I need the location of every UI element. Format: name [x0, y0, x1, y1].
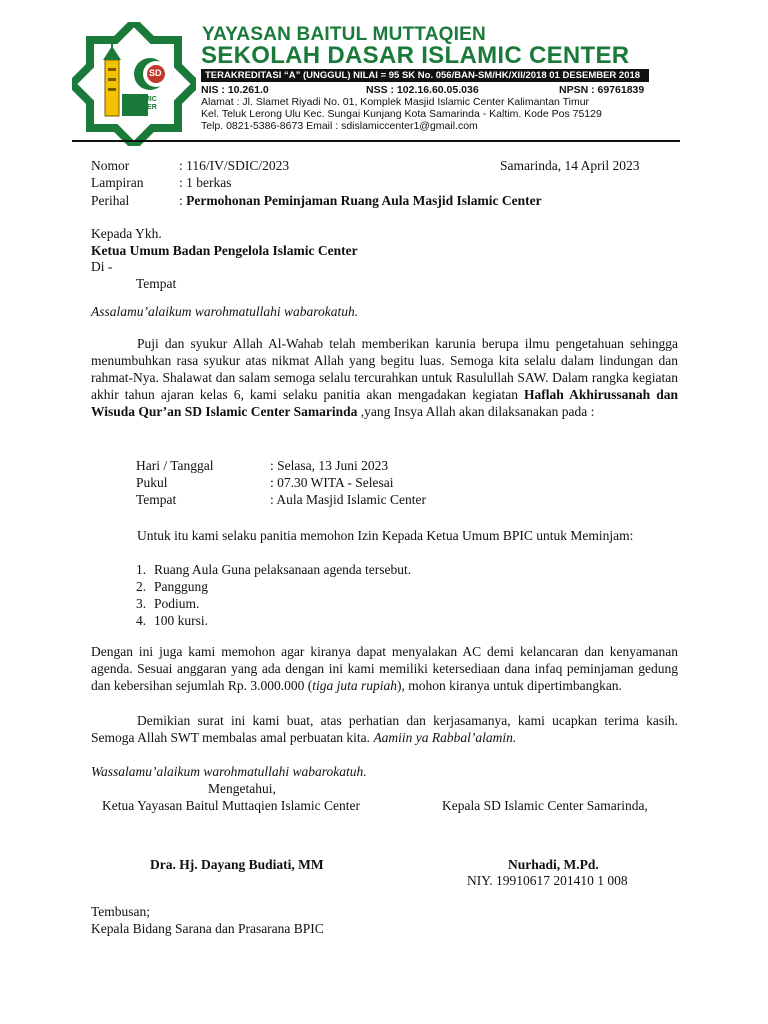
lampiran-value: : 1 berkas	[179, 175, 232, 190]
perihal-subject: Permohonan Peminjaman Ruang Aula Masjid Islamic Center	[186, 193, 542, 208]
recipient-tempat: Tempat	[136, 276, 177, 291]
list-item	[136, 561, 536, 578]
paragraph-4	[91, 712, 678, 746]
address-line-2: Kel. Teluk Lerong Ulu Kec. Sungai Kunjang Kota Samarinda - Kaltim. Kode Pos 75129	[201, 108, 602, 120]
opening-greeting: Assalamu’alaikum warohmatullahi wabarokatuh.	[91, 304, 359, 319]
list-item	[136, 595, 536, 612]
amount-in-words: tiga juta rupiah	[312, 678, 397, 693]
closing-greeting: Wassalamu’alaikum warohmatullahi wabarokatuh.	[91, 764, 367, 779]
event-name: Haflah Akhirussanah dan Wisuda Qur’an SD Islamic Center Samarinda	[91, 387, 678, 419]
list-item-number: 3.	[136, 596, 147, 611]
paragraph-2: Untuk itu kami selaku panitia memohon Izin Kepada Ketua Umum BPIC untuk Meminjam:	[137, 528, 634, 543]
cc-recipient: Kepala Bidang Sarana dan Prasarana BPIC	[91, 921, 324, 936]
address-line-1: Alamat : Jl. Slamet Riyadi No. 01, Komplek Masjid Islamic Center Kalimantan Timur	[201, 96, 590, 108]
borrow-list	[136, 561, 536, 629]
paragraph-3-text: Dengan ini juga kami memohon agar kiranya dapat menyalakan AC demi kelancaran dan kenyamanan agenda. Sesuai anggaran yang ada dengan ini kami memiliki ketersediaan dana infaq peminjaman gedung dan kebersihan sejumlah Rp. 3.000.000 (	[91, 644, 678, 693]
schedule-label: Pukul	[136, 475, 168, 490]
schedule-label: Hari / Tanggal	[136, 458, 214, 473]
recipient-kepada: Kepada Ykh.	[91, 226, 162, 241]
paragraph-1	[91, 335, 678, 420]
paragraph-3-tail: ), mohon kiranya untuk dipertimbangkan.	[396, 678, 622, 693]
recipient-di: Di -	[91, 259, 113, 274]
right-signatory-niy: NIY. 19910617 201410 1 008	[467, 873, 628, 888]
logo-sd-text: SD	[149, 68, 162, 78]
schedule-row	[136, 457, 536, 474]
paragraph-3	[91, 643, 678, 694]
schedule	[136, 457, 536, 508]
list-item-text: Panggung	[154, 579, 208, 594]
perihal-value	[179, 192, 542, 209]
school-name: SEKOLAH DASAR ISLAMIC CENTER	[201, 42, 630, 69]
perihal-colon: :	[179, 193, 183, 208]
nss: NSS : 102.16.60.05.036	[366, 84, 479, 96]
right-signatory-name: Nurhadi, M.Pd.	[508, 857, 599, 872]
letter-date: Samarinda, 14 April 2023	[500, 158, 640, 173]
nomor-label: Nomor	[91, 158, 130, 173]
foundation-name: YAYASAN BAITUL MUTTAQIEN	[202, 24, 486, 45]
schedule-value: : 07.30 WITA - Selesai	[270, 475, 394, 490]
list-item	[136, 578, 536, 595]
list-item-text: Ruang Aula Guna pelaksanaan agenda tersebut.	[154, 562, 412, 577]
cc-label: Tembusan;	[91, 904, 151, 919]
left-signatory-title: Ketua Yayasan Baitul Muttaqien Islamic Center	[102, 798, 360, 813]
paragraph-1-tail: ,yang Insya Allah akan dilaksanakan pada :	[357, 404, 595, 419]
lampiran-label: Lampiran	[91, 175, 144, 190]
header-rule	[72, 140, 680, 142]
nomor-value: : 116/IV/SDIC/2023	[179, 158, 290, 173]
list-item-number: 1.	[136, 562, 147, 577]
schedule-value: : Selasa, 13 Juni 2023	[270, 458, 389, 473]
schedule-value: : Aula Masjid Islamic Center	[270, 492, 426, 507]
nis: NIS : 10.261.0	[201, 84, 269, 96]
closing-prayer: Aamiin ya Rabbal’alamin.	[373, 730, 517, 745]
left-signatory-name: Dra. Hj. Dayang Budiati, MM	[150, 857, 324, 872]
schedule-label: Tempat	[136, 492, 177, 507]
perihal-label: Perihal	[91, 193, 130, 208]
schedule-row	[136, 474, 536, 491]
mengetahui: Mengetahui,	[208, 781, 276, 796]
contact-line: Telp. 0821-5386-8673 Email : sdislamiccenter1@gmail.com	[201, 120, 478, 132]
list-item-text: 100 kursi.	[154, 613, 208, 628]
paragraph-1-text: Puji dan syukur Allah Al-Wahab telah memberikan karunia berupa ilmu pengetahuan sehingga menumbuhkan rasa syukur atas nikmat Allah yang begitu luas. Semoga kita selalu dalam lindungan dan rahmat-Nya. Shalawat dan salam semoga selalu tercurahkan untuk Rasulullah SAW. Dalam rangka kegiatan akhir tahun ajaran kelas 6, kami selaku panitia akan mengadakan kegiatan	[91, 336, 678, 402]
list-item	[136, 612, 536, 629]
school-logo	[72, 22, 196, 146]
npsn: NPSN : 69761839	[559, 84, 645, 96]
recipient-name: Ketua Umum Badan Pengelola Islamic Center	[91, 243, 358, 258]
schedule-row	[136, 491, 536, 508]
accreditation-bar: TERAKREDITASI “A” (UNGGUL) NILAI = 95 SK No. 056/BAN-SM/HK/XII/2018 01 DESEMBER 2018	[201, 69, 649, 82]
logo-text: ISLAMIC CENTER	[128, 96, 157, 111]
right-signatory-title: Kepala SD Islamic Center Samarinda,	[442, 798, 648, 813]
list-item-number: 4.	[136, 613, 147, 628]
paragraph-4-text: Demikian surat ini kami buat, atas perhatian dan kerjasamanya, kami ucapkan terima kasih. Semoga Allah SWT membalas amal perbuatan kita.	[91, 713, 678, 745]
list-item-number: 2.	[136, 579, 147, 594]
list-item-text: Podium.	[154, 596, 200, 611]
